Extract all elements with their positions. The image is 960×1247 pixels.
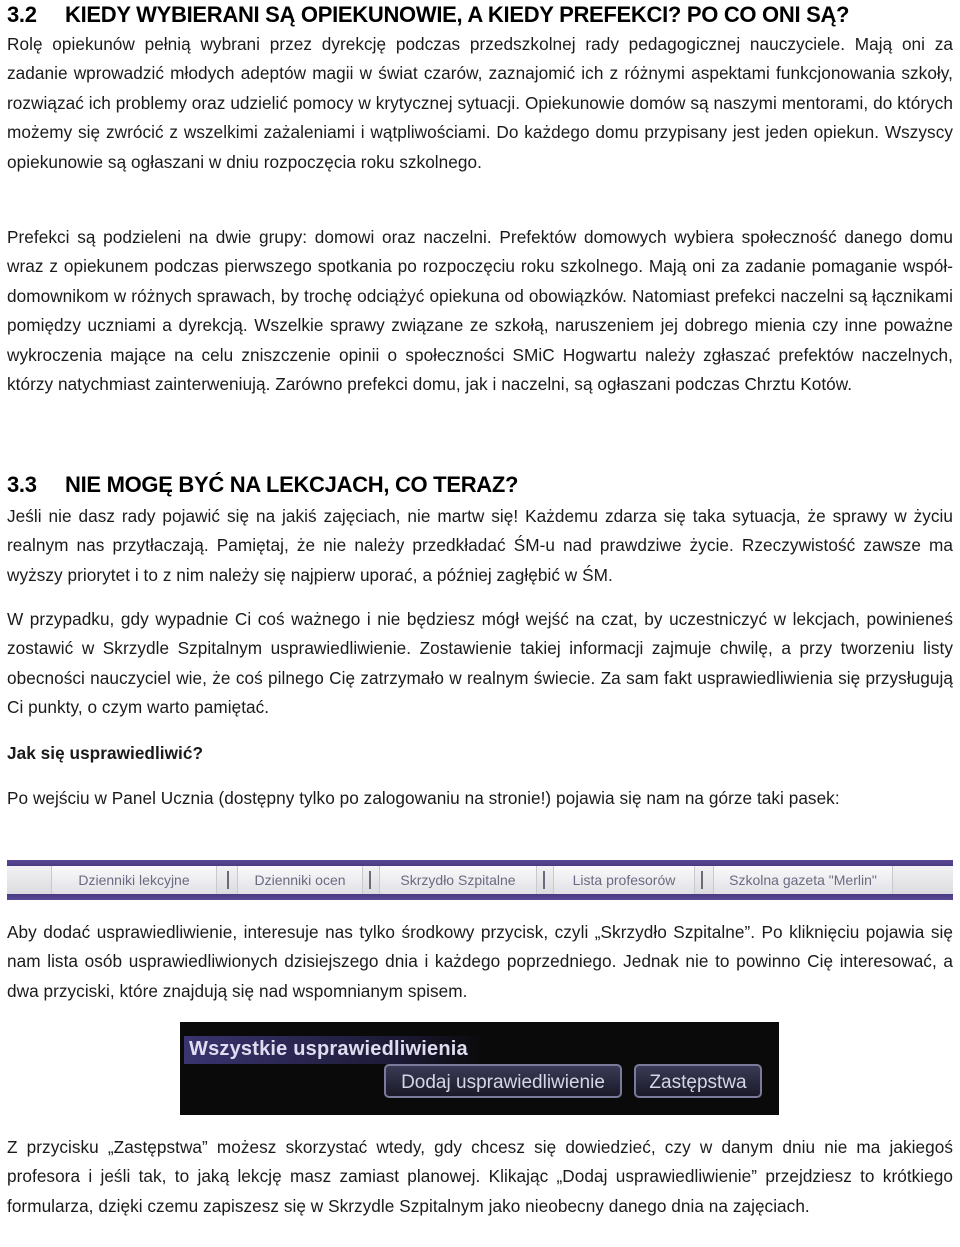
nav-separator	[701, 871, 703, 889]
nav-button-school-newspaper[interactable]: Szkolna gazeta "Merlin"	[713, 866, 893, 894]
paragraph: Z przycisku „Zastępstwa” możesz skorzystać wtedy, gdy chcesz się dowiedzieć, czy w danym dniu nie ma jakiegoś profesora i jeśli tak, to jaką lekcję masz zamiast planowej. Klikając „Dodaj usprawiedliwienie” przejdziesz to krótkiego formularza, dzięki czemu zapiszesz się w Skrzydle Szpitalnym jako nieobecny danego dnia na zajęciach.	[7, 1137, 953, 1216]
section-title: NIE MOGĘ BYĆ NA LEKCJACH, CO TERAZ?	[65, 472, 519, 497]
subheading-how-to-excuse	[7, 739, 953, 768]
paragraph: Prefekci są podzieleni na dwie grupy: domowi oraz naczelni. Prefektów domowych wybiera społeczność danego domu wraz z opiekunem podczas pierwszego spotkania po rozpoczęciu roku szkolnego. Mają oni za zadanie pomaganie współ-domownikom w różnych sprawach, by trochę odciążyć opiekuna od obowiązków. Natomiast prefekci naczelni są łącznikami pomiędzy uczniami a dyrekcją. Wszelkie sprawy związane ze szkołą, naruszeniem jej dobrego mienia czy inne poważne wykroczenia mające na celu zniszczenie opinii o społeczności SMiC Hogwartu należy zgłaszać prefektów naczelnych, którzy natychmiast zainterweniują. Zarówno prefekci domu, jak i naczelni, są ogłaszani podczas Chrztu Kotów.	[7, 227, 953, 395]
section-3-3-paragraph-5	[7, 1133, 953, 1221]
section-number: 3.3	[7, 472, 37, 497]
paragraph: Rolę opiekunów pełnią wybrani przez dyrekcję podczas przedszkolnej rady pedagogicznej nauczyciele. Mają oni za zadanie wprowadzić młodych adeptów magii w świat czarów, zaznajomić ich z różnymi aspektami funkcjonowania szkoły, rozwiązać ich problemy oraz udzielić pomocy w krytycznej sytuacji. Opiekunowie domów są naszymi mentorami, do których możemy się zwrócić z wszelkimi zażaleniami i wątpliwościami. Do każdego domu przypisany jest jeden opiekun. Wszyscy opiekunowie są ogłaszani w dniu rozpoczęcia roku szkolnego.	[7, 34, 953, 172]
add-excuse-button[interactable]: Dodaj usprawiedliwienie	[384, 1064, 622, 1098]
paragraph: W przypadku, gdy wypadnie Ci coś ważnego i nie będziesz mógł wejść na czat, by uczestniczyć w lekcjach, powinieneś zostawić w Skrzydle Szpitalnym usprawiedliwienie. Zostawienie takiej informacji zajmuje chwilę, a przy tworzeniu listy obecności nauczyciel wie, że coś pilnego Cię zatrzymało w realnym świecie. Za sam fakt usprawiedliwienia się przysługują Ci punkty, o czym warto pamiętać.	[7, 609, 953, 718]
nav-separator	[369, 871, 371, 889]
nav-button-grade-journals[interactable]: Dzienniki ocen	[237, 866, 363, 894]
section-3-2-paragraph-2	[7, 223, 953, 399]
section-number: 3.2	[7, 2, 37, 27]
nav-button-hospital-wing[interactable]: Skrzydło Szpitalne	[379, 866, 537, 894]
section-3-3-paragraph-1	[7, 502, 953, 590]
hospital-wing-panel	[180, 1022, 779, 1115]
section-3-3-paragraph-3	[7, 784, 953, 813]
nav-button-professor-list[interactable]: Lista profesorów	[553, 866, 695, 894]
subheading: Jak się usprawiedliwić?	[7, 743, 204, 763]
panel-title: Wszystkie usprawiedliwienia	[189, 1038, 468, 1060]
paragraph: Po wejściu w Panel Ucznia (dostępny tylko po zalogowaniu na stronie!) pojawia się nam na górze taki pasek:	[7, 788, 840, 808]
paragraph: Jeśli nie dasz rady pojawić się na jakiś zajęciach, nie martw się! Każdemu zdarza się taka sytuacja, że sprawy w życiu realnym nas przytłaczają. Pamiętaj, że nie należy przedkładać ŚM-u nad prawdziwe życie. Rzeczywistość zawsze ma wyższy priorytet i to z nim należy się najpierw uporać, a później zagłębić w ŚM.	[7, 506, 953, 585]
nav-button-lesson-journals[interactable]: Dzienniki lekcyjne	[51, 866, 217, 894]
nav-separator	[543, 871, 545, 889]
student-panel-navbar	[7, 860, 953, 900]
section-3-3-paragraph-4	[7, 918, 953, 1006]
section-heading-3-3	[7, 470, 518, 500]
paragraph: Aby dodać usprawiedliwienie, interesuje nas tylko środkowy przycisk, czyli „Skrzydło Szpitalne”. Po kliknięciu pojawia się nam lista osób usprawiedliwionych dzisiejszego dnia i każdego poprzedniego. Jednak nie to powinno Cię interesować, a dwa przyciski, które znajdują się nad wspomnianym spisem.	[7, 922, 953, 1001]
nav-separator	[227, 871, 229, 889]
section-3-3-paragraph-2	[7, 605, 953, 723]
section-title: KIEDY WYBIERANI SĄ OPIEKUNOWIE, A KIEDY PREFEKCI? PO CO ONI SĄ?	[65, 2, 850, 27]
section-3-2-paragraph-1	[7, 30, 953, 177]
section-heading-3-2	[7, 0, 849, 30]
substitutions-button[interactable]: Zastępstwa	[634, 1064, 762, 1098]
